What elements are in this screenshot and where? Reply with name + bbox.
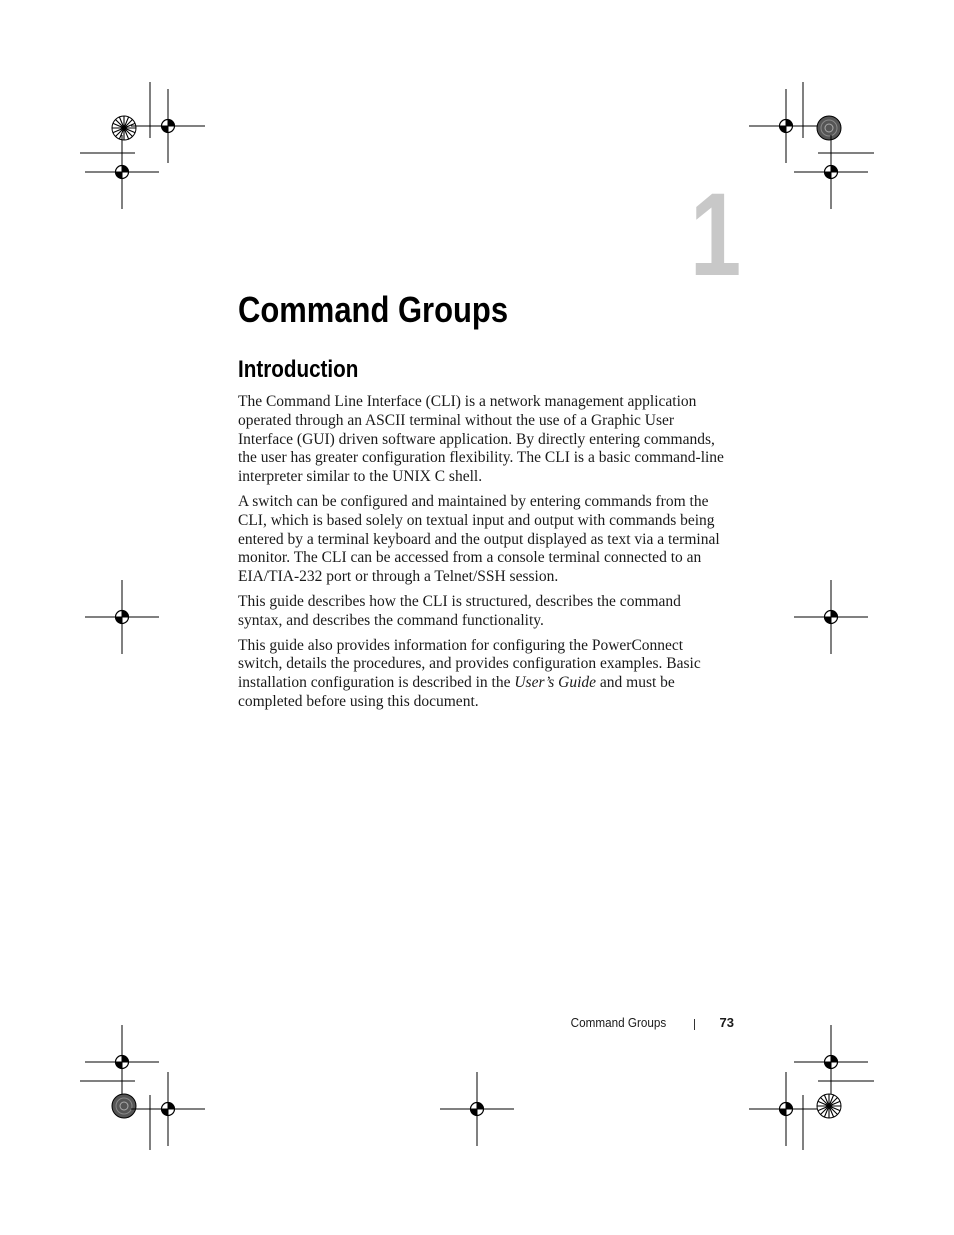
text-segment: installation configuration is described in the (238, 674, 515, 692)
page-footer (520, 1015, 734, 1035)
chapter-title: Command Groups (238, 289, 509, 330)
text-line: interpreter similar to the UNIX C shell. (238, 468, 483, 486)
text-line: Interface (GUI) driven software application. By directly entering commands, (238, 430, 715, 448)
paragraph-switch-configuration (238, 493, 736, 587)
footer-chapter-title: Command Groups (570, 1015, 666, 1030)
text-line: This guide describes how the CLI is structured, describes the command (238, 592, 681, 610)
section-heading: Introduction (238, 356, 359, 383)
text-line: A switch can be configured and maintained by entering commands from the (238, 492, 709, 510)
text-line: operated through an ASCII terminal without the use of a Graphic User (238, 411, 675, 429)
text-line: completed before using this document. (238, 692, 479, 710)
text-line: monitor. The CLI can be accessed from a console terminal connected to an (238, 549, 702, 567)
body-text (238, 393, 736, 718)
text-line: CLI, which is based solely on textual input and output with commands being (238, 511, 715, 529)
text-line: the user has greater configuration flexibility. The CLI is a basic command-line (238, 449, 724, 467)
users-guide-reference: User’s Guide (514, 674, 597, 692)
paragraph-cli-definition (238, 393, 736, 487)
chapter-number: 1 (690, 169, 742, 301)
text-line: This guide also provides information for configuring the PowerConnect (238, 636, 684, 654)
text-segment: and must be (596, 674, 675, 692)
text-line: syntax, and describes the command functionality. (238, 611, 544, 629)
page-number: 73 (719, 1015, 734, 1030)
paragraph-guide-description (238, 593, 736, 631)
text-line: The Command Line Interface (CLI) is a network management application (238, 393, 697, 410)
text-line (238, 674, 736, 693)
text-line: switch, details the procedures, and provides configuration examples. Basic (238, 655, 701, 673)
paragraph-guide-information (238, 637, 736, 712)
text-line: EIA/TIA-232 port or through a Telnet/SSH session. (238, 568, 559, 586)
text-line: entered by a terminal keyboard and the output displayed as text via a terminal (238, 530, 720, 548)
footer-separator (694, 1019, 695, 1030)
